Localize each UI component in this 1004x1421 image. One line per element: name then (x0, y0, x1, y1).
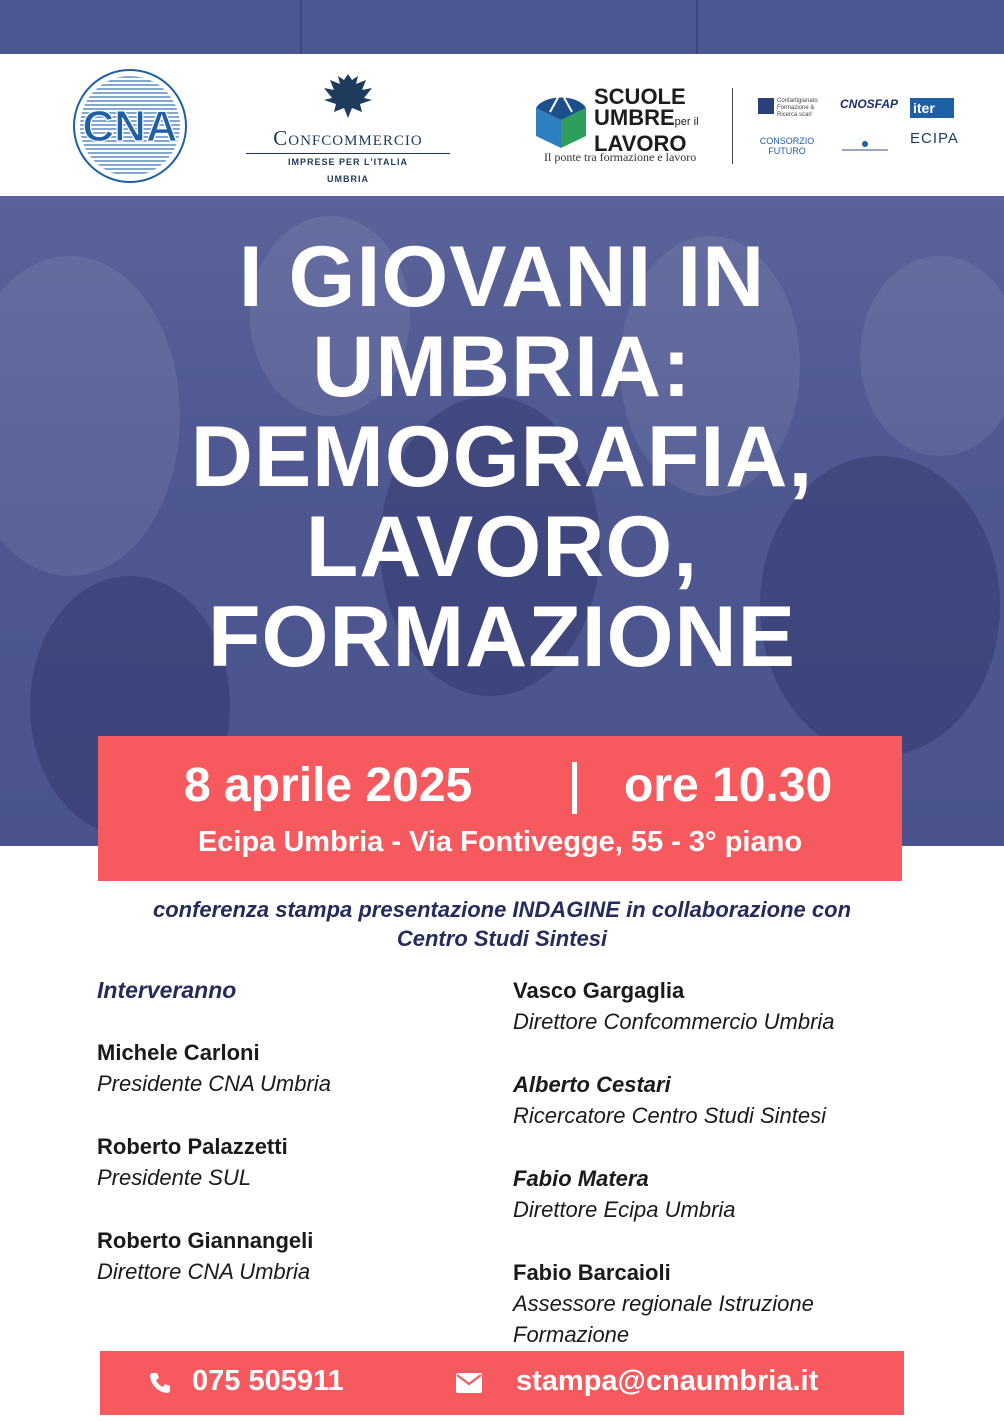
date-time-row (98, 758, 902, 814)
contact-phone[interactable]: 075 505911 (192, 1365, 344, 1397)
logo-separator (732, 88, 733, 164)
title-line: LAVORO, (305, 499, 699, 595)
consorzio-futuro-logo: CONSORZIO FUTURO (759, 136, 815, 156)
cnosfap-logo: CNOSFAP (840, 97, 899, 111)
speaker-name: Michele Carloni (97, 1040, 260, 1065)
strip-divider (300, 0, 302, 54)
conf-formazione-icon (758, 98, 774, 114)
speaker-name: Fabio Matera (513, 1166, 649, 1191)
title-line: FORMAZIONE (207, 589, 797, 685)
cna-logo-text: CNA (82, 102, 178, 151)
event-date: 8 aprile 2025 (184, 759, 473, 812)
sul-line1: SCUOLE (594, 84, 686, 109)
logo-bar (0, 54, 1004, 196)
speaker (513, 975, 953, 1037)
contact-bar (100, 1351, 904, 1415)
sul-line2: UMBRE (594, 105, 675, 130)
date-time-divider (572, 762, 577, 814)
sul-per: per il (674, 116, 699, 128)
iter-logo: iter (910, 98, 954, 118)
cna-logo (72, 68, 188, 184)
speaker (513, 1069, 953, 1131)
strip-divider (696, 0, 698, 54)
title-line: DEMOGRAFIA, (190, 409, 814, 505)
small-badge-logo (840, 140, 890, 152)
mail-icon (456, 1373, 482, 1393)
speaker-name: Fabio Barcaioli (513, 1260, 671, 1285)
confcommercio-name: Confcommercio (246, 126, 450, 154)
speaker (513, 1257, 953, 1350)
speaker-role: Ricercatore Centro Studi Sintesi (513, 1103, 827, 1128)
confcommercio-logo (246, 70, 450, 182)
conference-description (60, 895, 944, 953)
speaker-role: Direttore Confcommercio Umbria (513, 1009, 835, 1034)
event-venue: Ecipa Umbria - Via Fontivegge, 55 - 3° piano (197, 826, 803, 858)
title-line: UMBRIA: (312, 319, 692, 415)
event-details-box (98, 736, 902, 881)
event-title (0, 229, 1004, 685)
speaker-name: Roberto Giannangeli (97, 1228, 314, 1253)
ecipa-logo: ECIPA (910, 130, 959, 147)
speakers-heading: Interveranno (97, 977, 237, 1003)
speaker-role: Direttore CNA Umbria (97, 1259, 311, 1284)
speaker (97, 1037, 477, 1099)
speaker (97, 1131, 477, 1193)
speaker-name: Alberto Cestari (513, 1072, 671, 1097)
speakers-column-left (97, 975, 477, 1319)
speaker-name: Roberto Palazzetti (97, 1134, 288, 1159)
sul-logo (530, 82, 720, 172)
conf-formazione-logo (758, 98, 824, 119)
sul-tagline: Il ponte tra formazione e lavoro (544, 150, 697, 164)
conference-line2: Centro Studi Sintesi (396, 926, 608, 951)
cube-icon (530, 88, 592, 150)
conference-line1: conferenza stampa presentazione INDAGINE in collaborazione con (152, 897, 852, 922)
speaker-role: Presidente CNA Umbria (97, 1071, 331, 1096)
sul-wordmark (594, 86, 699, 154)
speaker-role: Assessore regionale Istruzione Formazione (513, 1291, 814, 1347)
conf-formazione-text: Confartigianato Formazione & Ricerca scarl (777, 98, 818, 118)
speaker (97, 1225, 477, 1287)
speaker-name: Vasco Gargaglia (513, 978, 685, 1003)
eagle-icon (318, 70, 378, 122)
sul-line3: LAVORO (594, 131, 687, 156)
speakers-column-right (513, 975, 953, 1382)
event-time: ore 10.30 (624, 759, 833, 812)
contact-email[interactable]: stampa@cnaumbria.it (516, 1365, 819, 1397)
confcommercio-region: UMBRIA (327, 174, 369, 184)
speaker-role: Direttore Ecipa Umbria (513, 1197, 736, 1222)
speaker (513, 1163, 953, 1225)
confcommercio-tagline: IMPRESE PER L'ITALIA (288, 157, 408, 167)
speaker-role: Presidente SUL (97, 1165, 252, 1190)
phone-icon (148, 1371, 172, 1395)
title-line: I GIOVANI IN (238, 229, 766, 325)
badge-icon (840, 140, 890, 152)
top-photo-strip (0, 0, 1004, 54)
